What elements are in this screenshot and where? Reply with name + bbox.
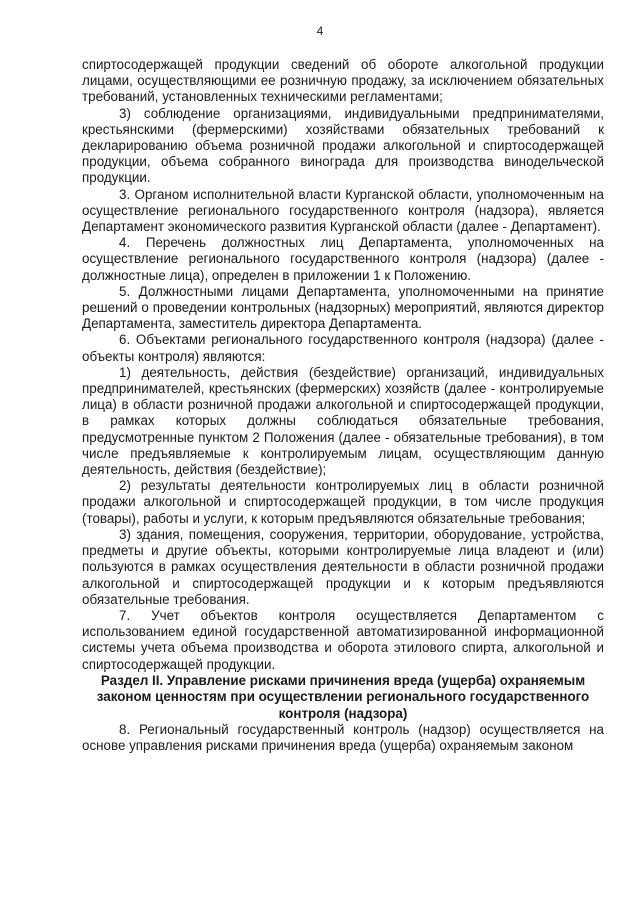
paragraph-item-3-buildings: 3) здания, помещения, сооружения, территории, оборудование, устройства, предметы и другие объекты, которыми контролируемые лица владеют и (или) пользуются в рамках осуществления деятельности в области розничной продажи алкогольной и спиртосодержащей продукции и к которым предъявляются обязательные требования. <box>82 526 604 607</box>
paragraph-7-accounting: 7. Учет объектов контроля осуществляется Департаментом с использованием единой государственной автоматизированной информационной системы учета объема производства и оборота этилового спирта, алкогольной и спиртосодержащей продукции. <box>82 607 604 672</box>
paragraph-item-3-declaration: 3) соблюдение организациями, индивидуальными предпринимателями, крестьянскими (фермерскими) хозяйствами обязательных требований к декларированию объема розничной продажи алкогольной и спиртосодержащей продукции, объема собранного винограда для производства винодельческой продукции. <box>82 105 604 186</box>
paragraph-item-2-results: 2) результаты деятельности контролируемых лиц в области розничной продажи алкогольной и спиртосодержащей продукции, в том числе продукция (товары), работы и услуги, к которым предъявляются обязательные требования; <box>82 478 604 526</box>
paragraph-item-1-activities: 1) деятельность, действия (бездействие) организаций, индивидуальных предпринимателей, крестьянских (фермерских) хозяйств (далее - контролируемые лица) в области розничной продажи алкогольной и спиртосодержащей продукции, в рамках которых должны соблюдаться обязательные требования, предусмотренные пунктом 2 Положения (далее - обязательные требования), в том числе предъявляемые к контролируемым лицам, осуществляющим данную деятельность, действия (бездействие); <box>82 364 604 478</box>
section-heading: Раздел II. Управление рисками причинения вреда (ущерба) охраняемым законом ценностям при осуществлении регионального государственного контроля (надзора) <box>96 672 590 721</box>
paragraph-continuation: спиртосодержащей продукции сведений об обороте алкогольной продукции лицами, осуществляющими ее розничную продажу, за исключением обязательных требований, установленных техническими регламентами; <box>82 57 604 105</box>
paragraph-8-risk-management: 8. Региональный государственный контроль (надзор) осуществляется на основе управления рисками причинения вреда (ущерба) охраняемым законом <box>82 722 604 754</box>
paragraph-3-authority: 3. Органом исполнительной власти Курганской области, уполномоченным на осуществление регионального государственного контроля (надзора), является Департамент экономического развития Курганской области (далее - Департамент). <box>82 186 604 235</box>
paragraph-4-officials-list: 4. Перечень должностных лиц Департамента, уполномоченных на осуществление регионального государственного контроля (надзора) (далее - должностные лица), определен в приложении 1 к Положению. <box>82 235 604 283</box>
paragraph-6-control-objects: 6. Объектами регионального государственного контроля (надзора) (далее - объекты контроля) являются: <box>82 332 604 364</box>
document-body <box>82 57 604 755</box>
paragraph-5-decision-makers: 5. Должностными лицами Департамента, уполномоченными на принятие решений о проведении контрольных (надзорных) мероприятий, являются директор Департамента, заместитель директора Департамента. <box>82 283 604 332</box>
page-number: 4 <box>316 24 324 38</box>
